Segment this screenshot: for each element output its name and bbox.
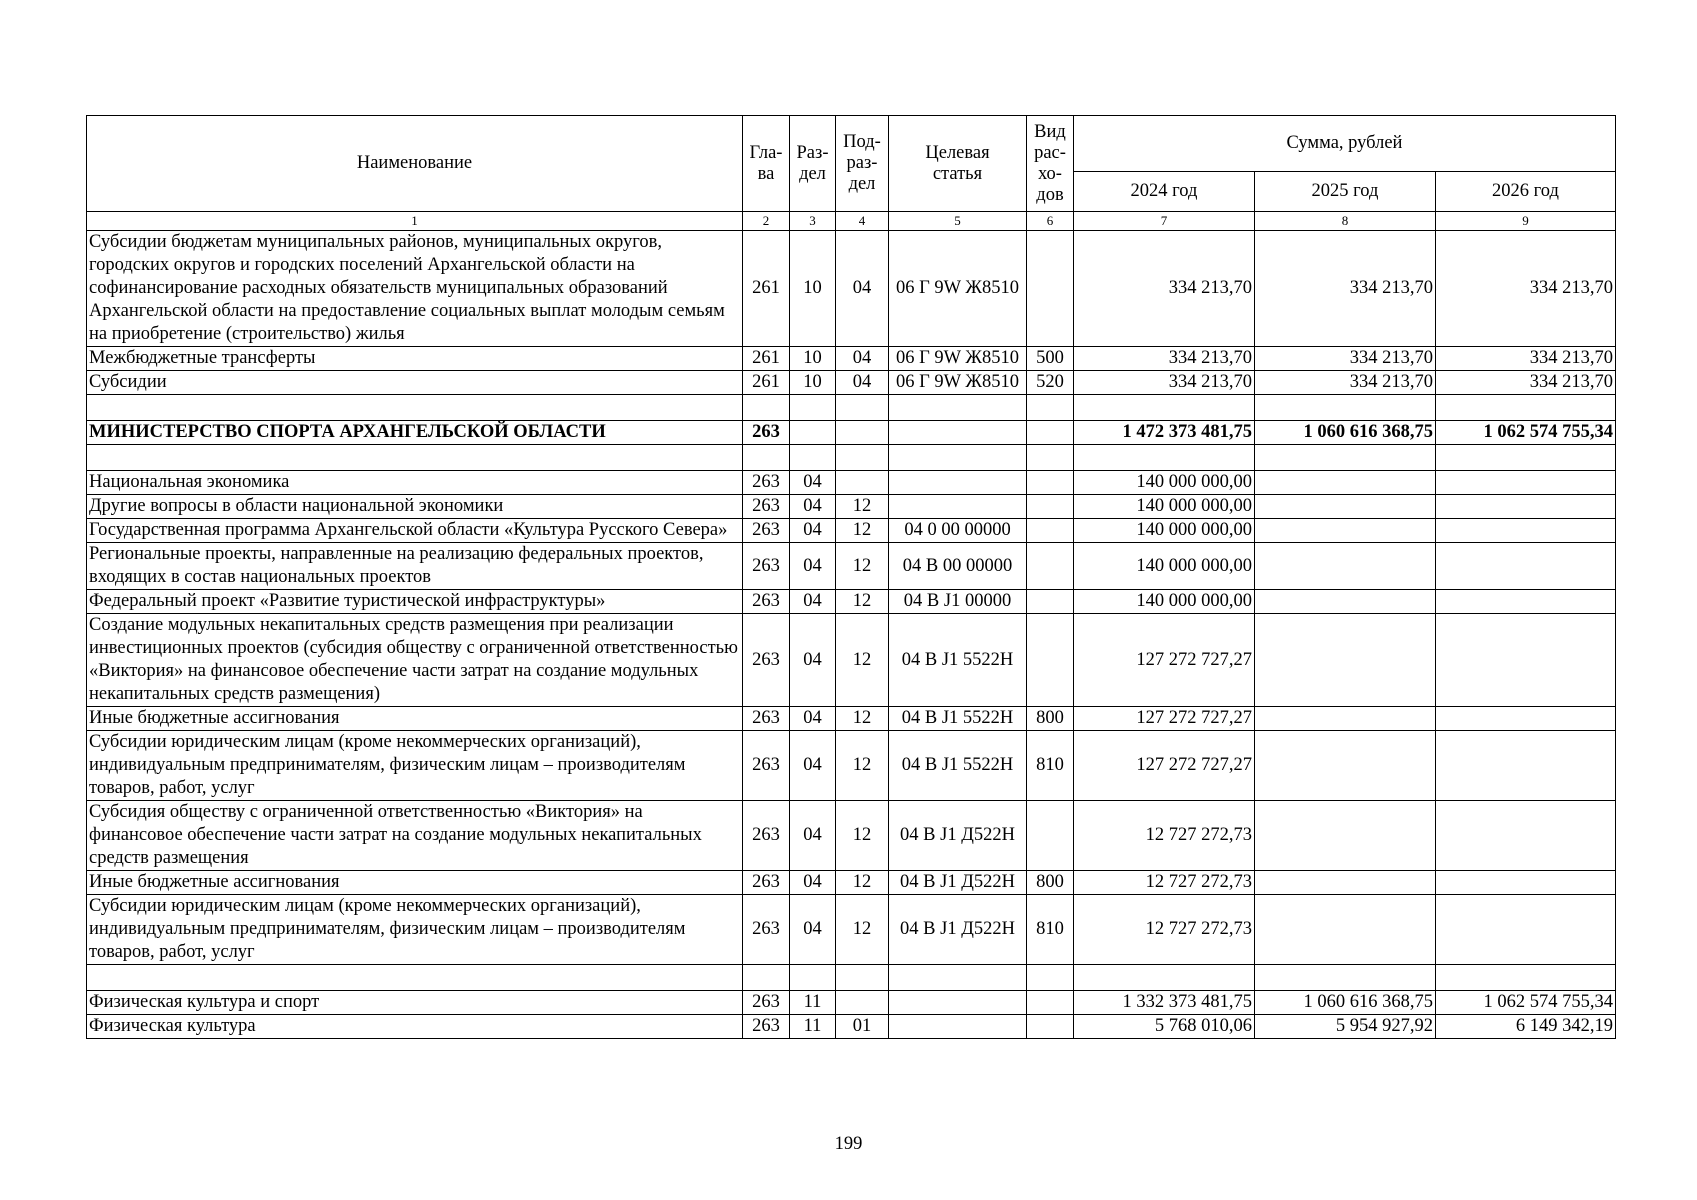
header-name: Наименование [87,116,743,212]
cell-podrazdel: 01 [836,1015,889,1039]
cell-podrazdel [836,421,889,445]
column-number: 1 [87,212,743,231]
header-year-2026: 2026 год [1436,172,1616,212]
cell-sum-2024: 12 727 272,73 [1074,895,1255,965]
cell-name: Другие вопросы в области национальной экономики [87,495,743,519]
empty-cell [1027,445,1074,471]
cell-glava: 263 [743,519,790,543]
cell-podrazdel: 12 [836,895,889,965]
column-number: 6 [1027,212,1074,231]
cell-target-article [889,495,1027,519]
cell-glava: 263 [743,991,790,1015]
empty-cell [1027,965,1074,991]
cell-podrazdel: 12 [836,519,889,543]
cell-sum-2026 [1436,731,1616,801]
cell-razdel: 10 [790,347,836,371]
cell-name: Государственная программа Архангельской области «Культура Русского Севера» [87,519,743,543]
empty-cell [889,965,1027,991]
cell-target-article: 04 В J1 Д522Н [889,871,1027,895]
cell-sum-2026 [1436,543,1616,590]
header-row-top [87,116,1616,172]
cell-glava: 263 [743,707,790,731]
table-row [87,590,1616,614]
cell-sum-2025: 334 213,70 [1255,371,1436,395]
cell-name: Федеральный проект «Развитие туристической инфраструктуры» [87,590,743,614]
cell-sum-2025: 334 213,70 [1255,347,1436,371]
cell-sum-2026: 334 213,70 [1436,231,1616,347]
cell-sum-2026 [1436,590,1616,614]
table-row [87,543,1616,590]
cell-podrazdel: 12 [836,731,889,801]
cell-sum-2024: 140 000 000,00 [1074,543,1255,590]
cell-podrazdel: 04 [836,231,889,347]
cell-podrazdel: 12 [836,871,889,895]
cell-sum-2025 [1255,871,1436,895]
page-number: 199 [834,1134,863,1154]
cell-expense-type [1027,421,1074,445]
cell-razdel: 04 [790,590,836,614]
cell-glava: 263 [743,731,790,801]
cell-name: Межбюджетные трансферты [87,347,743,371]
empty-cell [889,395,1027,421]
empty-cell [1255,965,1436,991]
cell-podrazdel [836,991,889,1015]
table-row [87,871,1616,895]
cell-sum-2025: 1 060 616 368,75 [1255,421,1436,445]
empty-cell [790,965,836,991]
cell-sum-2025 [1255,895,1436,965]
budget-table [86,115,1616,1039]
cell-sum-2024: 1 472 373 481,75 [1074,421,1255,445]
cell-target-article [889,421,1027,445]
cell-glava: 261 [743,231,790,347]
cell-name: Региональные проекты, направленные на реализацию федеральных проектов, входящих в состав национальных проектов [87,543,743,590]
cell-expense-type: 810 [1027,731,1074,801]
cell-sum-2026 [1436,895,1616,965]
cell-sum-2024: 12 727 272,73 [1074,801,1255,871]
header-vid: Вид рас- хо- дов [1027,116,1074,212]
empty-cell [1074,395,1255,421]
cell-target-article: 06 Г 9W Ж8510 [889,231,1027,347]
spacer-row [87,445,1616,471]
cell-sum-2026 [1436,871,1616,895]
cell-sum-2024: 1 332 373 481,75 [1074,991,1255,1015]
table-row [87,707,1616,731]
table-row [87,1015,1616,1039]
column-number: 5 [889,212,1027,231]
cell-razdel: 11 [790,991,836,1015]
cell-podrazdel: 12 [836,590,889,614]
cell-razdel: 04 [790,543,836,590]
table-row [87,731,1616,801]
cell-sum-2026 [1436,614,1616,707]
cell-target-article: 04 В J1 5522Н [889,731,1027,801]
table-row [87,347,1616,371]
empty-cell [1255,395,1436,421]
cell-name: Иные бюджетные ассигнования [87,871,743,895]
cell-sum-2026: 334 213,70 [1436,347,1616,371]
cell-sum-2025 [1255,495,1436,519]
cell-sum-2026 [1436,471,1616,495]
cell-sum-2026: 6 149 342,19 [1436,1015,1616,1039]
table-row [87,991,1616,1015]
cell-glava: 263 [743,614,790,707]
cell-podrazdel: 12 [836,495,889,519]
cell-name: Субсидии юридическим лицам (кроме некоммерческих организаций), индивидуальным предпринимателям, физическим лицам – производителям товаров, работ, услуг [87,731,743,801]
cell-sum-2024: 127 272 727,27 [1074,614,1255,707]
cell-razdel: 04 [790,471,836,495]
empty-cell [87,445,743,471]
cell-target-article: 04 В J1 00000 [889,590,1027,614]
cell-glava: 263 [743,895,790,965]
cell-name: Субсидии [87,371,743,395]
cell-expense-type [1027,471,1074,495]
cell-target-article: 06 Г 9W Ж8510 [889,371,1027,395]
cell-sum-2026 [1436,707,1616,731]
cell-sum-2025: 1 060 616 368,75 [1255,991,1436,1015]
empty-cell [1074,965,1255,991]
cell-glava: 263 [743,871,790,895]
cell-sum-2026: 1 062 574 755,34 [1436,991,1616,1015]
cell-sum-2024: 334 213,70 [1074,231,1255,347]
cell-sum-2024: 12 727 272,73 [1074,871,1255,895]
cell-sum-2025 [1255,614,1436,707]
empty-cell [743,395,790,421]
cell-name: Субсидия обществу с ограниченной ответственностью «Виктория» на финансовое обеспечение части затрат на создание модульных некапитальных средств размещения [87,801,743,871]
cell-sum-2025 [1255,731,1436,801]
column-number: 4 [836,212,889,231]
cell-expense-type [1027,519,1074,543]
cell-target-article: 04 В 00 00000 [889,543,1027,590]
cell-expense-type [1027,614,1074,707]
empty-cell [836,445,889,471]
cell-glava: 263 [743,543,790,590]
table-row [87,801,1616,871]
cell-expense-type [1027,543,1074,590]
empty-cell [743,445,790,471]
cell-name: Национальная экономика [87,471,743,495]
cell-expense-type [1027,1015,1074,1039]
column-number: 3 [790,212,836,231]
table-body [87,231,1616,1039]
cell-sum-2024: 140 000 000,00 [1074,495,1255,519]
cell-sum-2025 [1255,543,1436,590]
table-row [87,471,1616,495]
cell-razdel: 04 [790,707,836,731]
cell-sum-2024: 5 768 010,06 [1074,1015,1255,1039]
header-razdel: Раз- дел [790,116,836,212]
cell-razdel [790,421,836,445]
header-podrazdel: Под- раз- дел [836,116,889,212]
empty-cell [790,445,836,471]
cell-target-article [889,991,1027,1015]
table-row [87,519,1616,543]
cell-target-article: 06 Г 9W Ж8510 [889,347,1027,371]
table-row [87,495,1616,519]
cell-razdel: 04 [790,519,836,543]
cell-expense-type [1027,231,1074,347]
cell-podrazdel: 12 [836,543,889,590]
cell-sum-2025 [1255,590,1436,614]
cell-target-article: 04 0 00 00000 [889,519,1027,543]
empty-cell [1436,395,1616,421]
cell-expense-type [1027,495,1074,519]
spacer-row [87,395,1616,421]
table-row [87,231,1616,347]
cell-razdel: 04 [790,895,836,965]
cell-glava: 263 [743,495,790,519]
cell-target-article [889,471,1027,495]
cell-glava: 263 [743,801,790,871]
header-sum: Сумма, рублей [1074,116,1616,172]
cell-razdel: 10 [790,371,836,395]
cell-target-article: 04 В J1 Д522Н [889,801,1027,871]
cell-razdel: 10 [790,231,836,347]
cell-expense-type [1027,590,1074,614]
cell-podrazdel: 12 [836,801,889,871]
column-number: 7 [1074,212,1255,231]
cell-target-article: 04 В J1 Д522Н [889,895,1027,965]
column-numbers-row [87,212,1616,231]
cell-name: Создание модульных некапитальных средств размещения при реализации инвестиционных проектов (субсидия обществу с ограниченной ответственностью «Виктория» на финансовое обеспечение части затрат на создание модульных некапитальных средств размещения) [87,614,743,707]
cell-name: Физическая культура [87,1015,743,1039]
cell-target-article [889,1015,1027,1039]
header-year-2025: 2025 год [1255,172,1436,212]
column-number: 9 [1436,212,1616,231]
table-row [87,371,1616,395]
cell-sum-2025: 5 954 927,92 [1255,1015,1436,1039]
cell-name: Субсидии бюджетам муниципальных районов, муниципальных округов, городских округов и городских поселений Архангельской области на софинансирование расходных обязательств муниципальных образований Архангельской области на предоставление социальных выплат молодым семьям на приобретение (строительство) жилья [87,231,743,347]
empty-cell [1255,445,1436,471]
cell-razdel: 04 [790,871,836,895]
cell-expense-type: 800 [1027,871,1074,895]
cell-podrazdel [836,471,889,495]
table-row [87,614,1616,707]
header-year-2024: 2024 год [1074,172,1255,212]
cell-sum-2026: 334 213,70 [1436,371,1616,395]
cell-sum-2025: 334 213,70 [1255,231,1436,347]
cell-name: МИНИСТЕРСТВО СПОРТА АРХАНГЕЛЬСКОЙ ОБЛАСТИ [87,421,743,445]
cell-sum-2024: 127 272 727,27 [1074,707,1255,731]
cell-sum-2025 [1255,707,1436,731]
cell-sum-2024: 140 000 000,00 [1074,471,1255,495]
column-number: 8 [1255,212,1436,231]
cell-sum-2026 [1436,495,1616,519]
column-number: 2 [743,212,790,231]
cell-expense-type: 810 [1027,895,1074,965]
cell-sum-2024: 140 000 000,00 [1074,519,1255,543]
empty-cell [836,965,889,991]
cell-glava: 263 [743,590,790,614]
empty-cell [1436,965,1616,991]
cell-sum-2026: 1 062 574 755,34 [1436,421,1616,445]
empty-cell [87,965,743,991]
cell-expense-type: 520 [1027,371,1074,395]
cell-sum-2024: 127 272 727,27 [1074,731,1255,801]
cell-sum-2025 [1255,519,1436,543]
cell-target-article: 04 В J1 5522Н [889,707,1027,731]
cell-sum-2025 [1255,801,1436,871]
cell-razdel: 04 [790,731,836,801]
empty-cell [1436,445,1616,471]
cell-glava: 261 [743,347,790,371]
cell-glava: 263 [743,471,790,495]
cell-podrazdel: 12 [836,614,889,707]
header-glava: Гла- ва [743,116,790,212]
cell-name: Иные бюджетные ассигнования [87,707,743,731]
empty-cell [1027,395,1074,421]
cell-expense-type: 500 [1027,347,1074,371]
cell-sum-2024: 334 213,70 [1074,347,1255,371]
spacer-row [87,965,1616,991]
cell-expense-type [1027,991,1074,1015]
cell-sum-2026 [1436,801,1616,871]
cell-name: Субсидии юридическим лицам (кроме некоммерческих организаций), индивидуальным предпринимателям, физическим лицам – производителям товаров, работ, услуг [87,895,743,965]
cell-glava: 263 [743,421,790,445]
cell-podrazdel: 12 [836,707,889,731]
empty-cell [790,395,836,421]
cell-sum-2024: 140 000 000,00 [1074,590,1255,614]
cell-glava: 263 [743,1015,790,1039]
header-target: Целевая статья [889,116,1027,212]
table-row-ministry [87,421,1616,445]
cell-glava: 261 [743,371,790,395]
cell-name: Физическая культура и спорт [87,991,743,1015]
cell-podrazdel: 04 [836,347,889,371]
cell-podrazdel: 04 [836,371,889,395]
cell-sum-2025 [1255,471,1436,495]
cell-razdel: 04 [790,801,836,871]
cell-razdel: 04 [790,614,836,707]
empty-cell [87,395,743,421]
cell-expense-type: 800 [1027,707,1074,731]
cell-expense-type [1027,801,1074,871]
table-row [87,895,1616,965]
empty-cell [1074,445,1255,471]
empty-cell [889,445,1027,471]
cell-target-article: 04 В J1 5522Н [889,614,1027,707]
budget-table-container [86,115,1616,1039]
empty-cell [836,395,889,421]
cell-sum-2026 [1436,519,1616,543]
cell-sum-2024: 334 213,70 [1074,371,1255,395]
empty-cell [743,965,790,991]
cell-razdel: 04 [790,495,836,519]
cell-razdel: 11 [790,1015,836,1039]
